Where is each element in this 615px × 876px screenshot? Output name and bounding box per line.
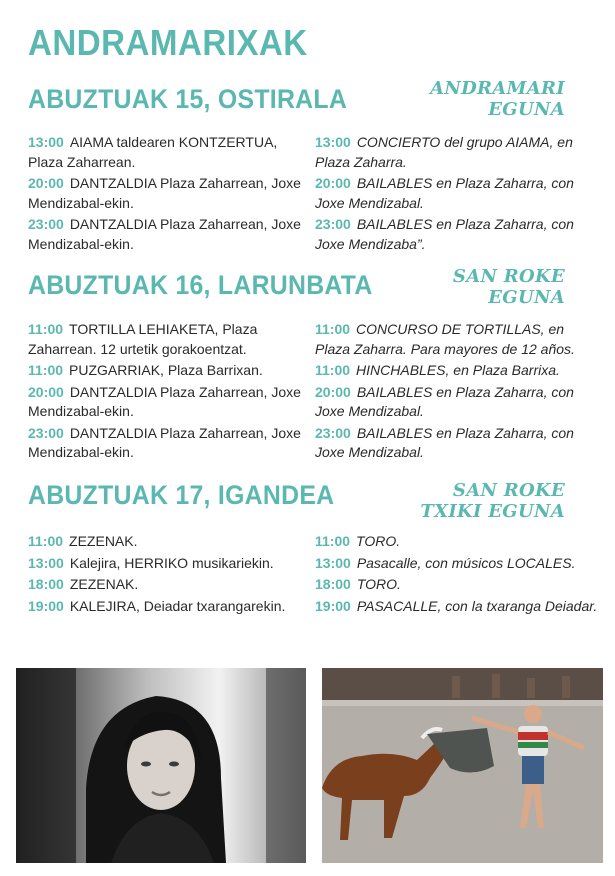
- day-heading: ABUZTUAK 15, OSTIRALA: [28, 84, 348, 114]
- event-text: BAILABLES en Plaza Zaharra, con Joxe Mendizabal.: [315, 424, 574, 460]
- schedule-item: [315, 361, 600, 381]
- time: 23:00: [28, 216, 64, 232]
- event-text: DANTZALDIA Plaza Zaharrean, Joxe Mendizabal-ekin.: [28, 175, 301, 211]
- event-text: CONCIERTO del grupo AIAMA, en Plaza Zaharra.: [315, 134, 573, 170]
- schedule-spanish: [315, 133, 600, 256]
- day-subtitle-line: EGUNA: [488, 99, 565, 120]
- schedule-item: [28, 133, 303, 172]
- schedule-item: [315, 575, 600, 595]
- schedule-item: [315, 133, 600, 172]
- schedule-basque: [28, 320, 303, 465]
- event-text: PUZGARRIAK, Plaza Barrixan.: [69, 362, 263, 378]
- time: 23:00: [28, 424, 64, 441]
- event-text: DANTZALDIA Plaza Zaharrean, Joxe Mendizabal-ekin.: [28, 216, 301, 252]
- schedule-item: [28, 320, 303, 359]
- time: 11:00: [315, 321, 351, 337]
- event-text: DANTZALDIA Plaza Zaharrean, Joxe Mendizabal-ekin.: [28, 424, 301, 460]
- day-subtitle: [405, 78, 565, 120]
- schedule-basque: [28, 133, 303, 256]
- schedule-item: [28, 174, 303, 213]
- day-subtitle-line: SAN ROKE: [452, 480, 565, 501]
- day-heading: ABUZTUAK 16, LARUNBATA: [28, 270, 373, 300]
- event-text: ZEZENAK.: [69, 576, 139, 592]
- day-heading: ABUZTUAK 17, IGANDEA: [28, 480, 335, 510]
- schedule-item: [28, 383, 303, 422]
- event-text: BAILABLES en Plaza Zaharra, con Joxe Mendizaba”.: [315, 216, 574, 252]
- time: 23:00: [315, 216, 351, 232]
- schedule-item: [28, 361, 303, 381]
- event-text: ZEZENAK.: [69, 533, 138, 549]
- time: 19:00: [28, 597, 64, 614]
- event-text: HINCHABLES, en Plaza Barrixa.: [356, 362, 560, 378]
- schedule-spanish: [315, 532, 600, 618]
- day-subtitle-line: EGUNA: [488, 287, 565, 308]
- day-subtitle-line: ANDRAMARI: [430, 78, 565, 99]
- time: 13:00: [315, 554, 351, 571]
- event-text: TORTILLA LEHIAKETA, Plaza Zaharrean. 12 urtetik gorakoentzat.: [28, 321, 258, 357]
- day-subtitle: [405, 266, 565, 308]
- event-text: BAILABLES en Plaza Zaharra, con Joxe Mendizabal.: [315, 175, 574, 211]
- event-text: KALEJIRA, Deiadar txarangarekin.: [69, 597, 286, 614]
- time: 18:00: [28, 576, 64, 592]
- event-text: DANTZALDIA Plaza Zaharrean, Joxe Mendizabal-ekin.: [28, 383, 301, 419]
- time: 20:00: [28, 175, 64, 191]
- time: 13:00: [28, 554, 64, 571]
- time: 13:00: [28, 134, 64, 150]
- time: 20:00: [28, 383, 64, 400]
- time: 11:00: [28, 533, 64, 549]
- time: 23:00: [315, 424, 351, 441]
- schedule-item: [28, 575, 303, 595]
- time: 20:00: [315, 383, 351, 400]
- singer-photo: [16, 668, 306, 863]
- schedule-item: [28, 554, 303, 574]
- day-subtitle: [405, 480, 565, 522]
- schedule-item: [315, 532, 600, 552]
- schedule-item: [315, 383, 600, 422]
- schedule-item: [315, 424, 600, 463]
- time: 11:00: [28, 321, 64, 337]
- time: 18:00: [315, 576, 351, 592]
- schedule-item: [315, 320, 600, 359]
- schedule-item: [315, 554, 600, 574]
- event-text: AIAMA taldearen KONTZERTUA, Plaza Zaharrean.: [28, 134, 278, 170]
- schedule-item: [28, 215, 303, 254]
- event-text: BAILABLES en Plaza Zaharra, con Joxe Mendizabal.: [315, 383, 574, 419]
- time: 11:00: [28, 362, 64, 378]
- day-subtitle-line: SAN ROKE: [452, 266, 565, 287]
- page-title: ANDRAMARIXAK: [28, 22, 308, 63]
- schedule-basque: [28, 532, 303, 618]
- time: 11:00: [315, 362, 351, 378]
- schedule-item: [28, 424, 303, 463]
- time: 19:00: [315, 597, 351, 614]
- time: 20:00: [315, 175, 351, 191]
- event-text: TORO.: [356, 533, 401, 549]
- schedule-item: [28, 597, 303, 617]
- singer-portrait-image: [16, 668, 306, 863]
- event-text: PASACALLE, con la txaranga Deiadar.: [356, 597, 598, 614]
- event-text: Pasacalle, con músicos LOCALES.: [356, 554, 576, 571]
- bull-run-image: [322, 668, 603, 863]
- schedule-item: [28, 532, 303, 552]
- schedule-item: [315, 174, 600, 213]
- day-subtitle-line: TXIKI EGUNA: [420, 501, 565, 522]
- bull-run-photo: [322, 668, 603, 863]
- time: 11:00: [315, 533, 351, 549]
- event-text: CONCURSO DE TORTILLAS, en Plaza Zaharra. Para mayores de 12 años.: [315, 321, 575, 357]
- schedule-item: [315, 215, 600, 254]
- time: 13:00: [315, 134, 351, 150]
- schedule-spanish: [315, 320, 600, 465]
- event-text: Kalejira, HERRIKO musikariekin.: [69, 554, 274, 571]
- event-text: TORO.: [356, 576, 401, 592]
- schedule-item: [315, 597, 600, 617]
